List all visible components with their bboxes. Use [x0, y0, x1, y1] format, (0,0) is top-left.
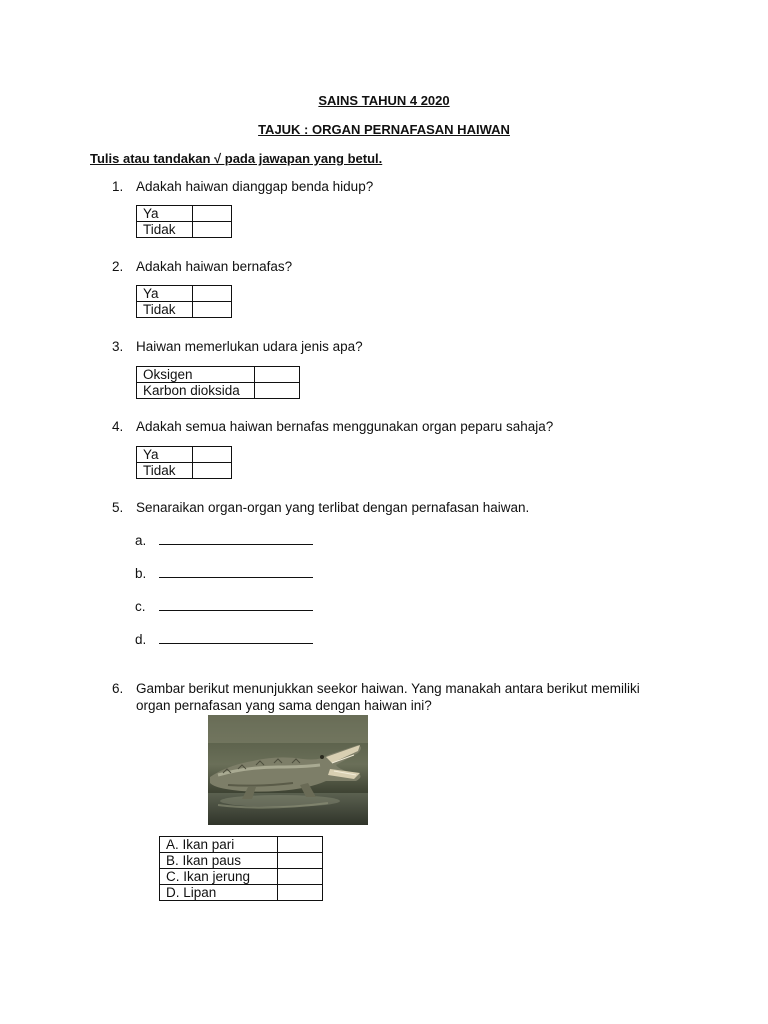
question-number: 6.	[112, 681, 124, 696]
answer-table-1	[136, 205, 232, 238]
question-text: Haiwan memerlukan udara jenis apa?	[136, 339, 363, 354]
blank-line[interactable]	[159, 598, 313, 611]
option-label: A. Ikan pari	[160, 837, 278, 853]
page-title: SAINS TAHUN 4 2020	[318, 93, 450, 108]
answer-box[interactable]	[193, 222, 232, 238]
blank-label: b.	[135, 566, 147, 581]
option-label: Tidak	[137, 302, 193, 318]
answer-box[interactable]	[255, 383, 300, 399]
instruction: Tulis atau tandakan √ pada jawapan yang betul.	[90, 151, 383, 166]
blank-line[interactable]	[159, 631, 313, 644]
blank-line[interactable]	[159, 532, 313, 545]
question-text: Senaraikan organ-organ yang terlibat dengan pernafasan haiwan.	[136, 500, 530, 515]
question-number: 5.	[112, 500, 124, 515]
answer-box[interactable]	[193, 302, 232, 318]
option-label: Ya	[137, 286, 193, 302]
answer-table-6	[159, 836, 323, 901]
blank-line[interactable]	[159, 565, 313, 578]
option-label: Karbon dioksida	[137, 383, 255, 399]
option-label: Tidak	[137, 463, 193, 479]
answer-box[interactable]	[193, 447, 232, 463]
question-number: 4.	[112, 419, 124, 434]
answer-box[interactable]	[255, 367, 300, 383]
answer-box[interactable]	[278, 869, 323, 885]
answer-box[interactable]	[278, 885, 323, 901]
answer-table-3	[136, 366, 300, 399]
answer-blank-a[interactable]	[135, 532, 313, 548]
question-text: Adakah haiwan bernafas?	[136, 259, 293, 274]
question-number: 1.	[112, 179, 124, 194]
answer-blank-d[interactable]	[135, 631, 313, 647]
question-text: Adakah haiwan dianggap benda hidup?	[136, 179, 374, 194]
blank-label: c.	[135, 599, 146, 614]
blank-label: d.	[135, 632, 147, 647]
question-number: 3.	[112, 339, 124, 354]
blank-label: a.	[135, 533, 147, 548]
answer-blank-b[interactable]	[135, 565, 313, 581]
answer-box[interactable]	[193, 463, 232, 479]
option-label: Ya	[137, 206, 193, 222]
option-label: D. Lipan	[160, 885, 278, 901]
question-number: 2.	[112, 259, 124, 274]
question-text-line1: Gambar berikut menunjukkan seekor haiwan. Yang manakah antara berikut memiliki	[136, 681, 640, 696]
option-label: C. Ikan jerung	[160, 869, 278, 885]
answer-box[interactable]	[278, 837, 323, 853]
option-label: Oksigen	[137, 367, 255, 383]
question-text: Adakah semua haiwan bernafas menggunakan organ peparu sahaja?	[136, 419, 554, 434]
answer-box[interactable]	[193, 206, 232, 222]
answer-box[interactable]	[278, 853, 323, 869]
topic-heading: TAJUK : ORGAN PERNAFASAN HAIWAN	[258, 122, 510, 137]
answer-blank-c[interactable]	[135, 598, 313, 614]
answer-table-4	[136, 446, 232, 479]
answer-table-2	[136, 285, 232, 318]
option-label: B. Ikan paus	[160, 853, 278, 869]
option-label: Tidak	[137, 222, 193, 238]
question-text-line2: organ pernafasan yang sama dengan haiwan ini?	[136, 698, 432, 713]
crocodile-photo	[208, 715, 368, 825]
answer-box[interactable]	[193, 286, 232, 302]
option-label: Ya	[137, 447, 193, 463]
